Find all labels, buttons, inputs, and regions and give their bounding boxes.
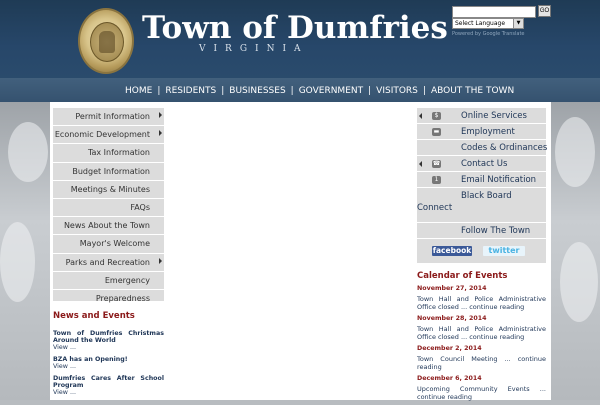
quick-link-follow — [417, 223, 546, 239]
event-date: December 6, 2014 — [417, 375, 482, 382]
language-select[interactable] — [452, 18, 524, 29]
nav-separator: | — [422, 86, 426, 96]
language-select-value: Select Language — [455, 20, 506, 27]
quick-link-online-services[interactable] — [417, 108, 546, 124]
nav-separator: | — [221, 86, 225, 96]
social-links — [417, 239, 546, 264]
tree-decoration — [560, 242, 598, 322]
quick-links-panel — [417, 108, 546, 263]
dollar-icon: $ — [432, 112, 441, 120]
news-item — [53, 375, 164, 397]
quick-link-employment[interactable] — [417, 124, 546, 140]
expand-arrow-icon[interactable] — [419, 161, 422, 167]
news-headline-link[interactable]: BZA has an Opening! — [53, 356, 128, 363]
quick-link-label: Employment — [461, 127, 515, 137]
briefcase-icon: ▬ — [433, 128, 440, 135]
sidebar-item-emergency-preparedness[interactable]: Emergency Preparedness — [53, 272, 164, 290]
event-link[interactable]: Town Council Meeting ... continue reading — [417, 355, 546, 371]
nav-item-visitors[interactable]: VISITORS — [376, 86, 418, 96]
news-view-link[interactable]: View ... — [53, 363, 76, 370]
sidebar-item-news-about-the-town[interactable]: News About the Town — [53, 217, 164, 235]
nav-item-home[interactable]: HOME — [125, 86, 153, 96]
news-list — [53, 330, 164, 401]
sidebar-item-faqs[interactable]: FAQs — [53, 199, 164, 217]
nav-separator: | — [368, 86, 372, 96]
nav-item-about-the-town[interactable]: ABOUT THE TOWN — [430, 86, 515, 96]
main-nav-list — [120, 86, 519, 96]
calendar-icon: 1 — [432, 176, 441, 184]
event-date: December 2, 2014 — [417, 345, 482, 352]
facebook-button[interactable]: facebook — [432, 246, 472, 255]
twitter-button[interactable]: twitter — [483, 246, 525, 256]
news-item — [53, 356, 164, 371]
event-link[interactable]: Town Hall and Police Administrative Office closed ... continue reading — [417, 295, 546, 311]
powered-by-google[interactable]: Powered by Google Translate — [452, 31, 525, 37]
sidebar-item-budget-information[interactable]: Budget Information — [53, 163, 164, 181]
sidebar-item-economic-development[interactable]: Economic Development — [53, 126, 164, 144]
nav-separator: | — [290, 86, 294, 96]
news-headline-link[interactable]: Dumfries Cares After School Program — [53, 375, 164, 389]
event-date: November 27, 2014 — [417, 285, 487, 292]
news-view-link[interactable]: View ... — [53, 344, 76, 351]
site-subtitle: VIRGINIA — [199, 44, 309, 54]
left-sidebar-nav — [53, 108, 164, 301]
nav-separator: | — [157, 86, 161, 96]
sidebar-item-meetings-minutes[interactable]: Meetings & Minutes — [53, 181, 164, 199]
chevron-down-icon: ▼ — [513, 19, 523, 28]
sidebar-item-tax-information[interactable]: Tax Information — [53, 144, 164, 162]
expand-arrow-icon[interactable] — [419, 113, 422, 119]
news-item — [53, 330, 164, 352]
quick-link-label: Contact Us — [461, 159, 508, 169]
quick-link-label: Email Notification — [461, 175, 537, 185]
follow-label: Follow The Town — [461, 226, 531, 236]
event-date: November 28, 2014 — [417, 315, 487, 322]
nav-item-government[interactable]: GOVERNMENT — [298, 86, 364, 96]
blackboard-label-line1: Black Board — [461, 191, 512, 201]
calendar-title: Calendar of Events — [417, 271, 508, 281]
news-title: News and Events — [53, 311, 135, 321]
phone-icon: ☎ — [432, 160, 441, 167]
main-content — [50, 102, 551, 400]
site-title[interactable]: Town of Dumfries — [142, 10, 448, 46]
sidebar-item-parks-and-recreation[interactable]: Parks and Recreation — [53, 254, 164, 272]
tree-decoration — [8, 122, 48, 182]
seal-emblem — [90, 22, 124, 62]
blackboard-label-line2: Connect — [417, 203, 453, 213]
quick-link-email-notification[interactable] — [417, 172, 546, 188]
quick-link-codes-ordinances[interactable] — [417, 140, 546, 156]
nav-item-residents[interactable]: RESIDENTS — [165, 86, 217, 96]
main-nav — [0, 78, 600, 103]
event-link[interactable]: Town Hall and Police Administrative Office closed ... continue reading — [417, 325, 546, 341]
calendar-events-list — [417, 282, 546, 405]
tree-decoration — [0, 222, 35, 302]
tree-decoration — [555, 117, 595, 187]
sidebar-item-mayor-s-welcome[interactable]: Mayor's Welcome — [53, 235, 164, 253]
news-view-link[interactable]: View ... — [53, 389, 76, 396]
quick-link-label: Online Services — [461, 111, 527, 121]
quick-link-label: Codes & Ordinances — [461, 143, 548, 153]
search-go-button[interactable]: GO — [538, 5, 551, 17]
search-input[interactable] — [452, 6, 536, 18]
news-headline-link[interactable]: Town of Dumfries Christmas Around the World — [53, 330, 164, 344]
nav-item-businesses[interactable]: BUSINESSES — [229, 86, 286, 96]
town-seal[interactable] — [78, 8, 134, 74]
sidebar-item-permit-information[interactable]: Permit Information — [53, 108, 164, 126]
quick-link-contact-us[interactable] — [417, 156, 546, 172]
quick-link-blackboard[interactable] — [417, 188, 546, 223]
event-link[interactable]: Upcoming Community Events ... continue reading — [417, 385, 546, 401]
quick-links-list — [417, 108, 546, 188]
seal-figure — [99, 31, 115, 53]
site-header — [0, 0, 600, 78]
